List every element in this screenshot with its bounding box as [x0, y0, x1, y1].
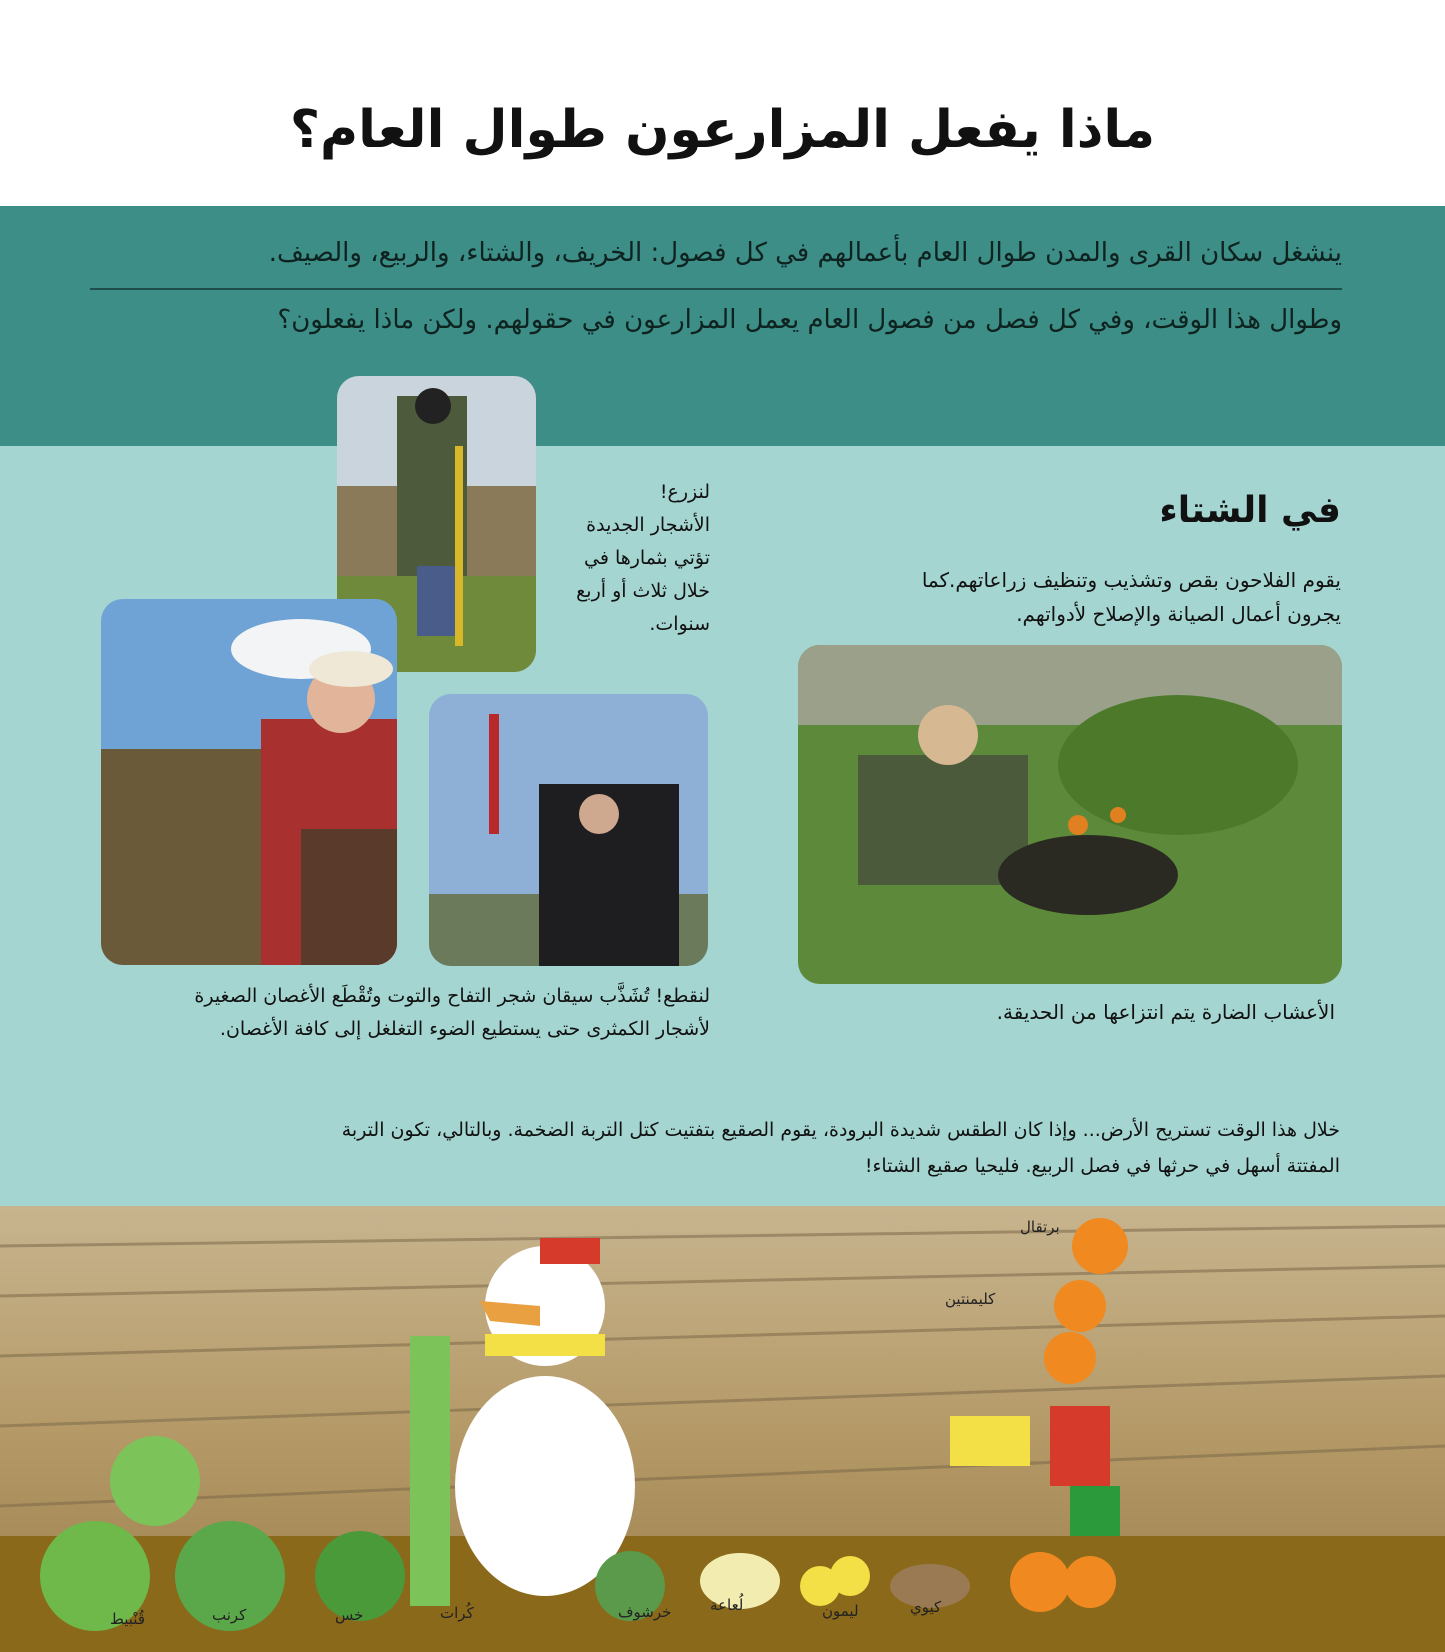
label-lettuce: خس [335, 1606, 364, 1624]
page-title: ماذا يفعل المزارعون طوال العام؟ [289, 100, 1156, 160]
planting-caption-line-5: سنوات. [649, 613, 710, 635]
label-leek: كُرات [440, 1604, 474, 1622]
label-kiwi: كيوي [910, 1598, 942, 1616]
label-cauliflower: قُنْبيط [110, 1610, 145, 1628]
winter-paragraph-line-1: يقوم الفلاحون بقص وتشذيب وتنظيف زراعاتهم.كما [921, 568, 1341, 592]
frost-paragraph-line-2: المفتتة أسهل في حرثها في فصل الربيع. فليحيا صقيع الشتاء! [864, 1155, 1340, 1177]
weeding-caption: الأعشاب الضارة يتم انتزاعها من الحديقة. [996, 1000, 1335, 1024]
intro-divider [90, 288, 1342, 290]
winter-heading: في الشتاء [1159, 490, 1341, 531]
weeding-photo [798, 645, 1342, 984]
pruning-photo-large [101, 599, 397, 965]
frost-paragraph-line-1: خلال هذا الوقت تستريح الأرض... وإذا كان الطقس شديدة البرودة، يقوم الصقيع بتفتيت كتل التربة الضخمة. وبالتالي، تكون التربة [341, 1119, 1340, 1141]
pruning-caption-line-2: لأشجار الكمثرى حتى يستطيع الضوء التغلغل إلى كافة الأغصان. [219, 1018, 710, 1040]
planting-caption [520, 476, 710, 641]
label-clementine: كليمنتين [945, 1290, 996, 1308]
field-illustration [0, 1206, 1445, 1652]
frost-paragraph [210, 1112, 1340, 1184]
pruning-caption-line-1: لنقطع! تُشَذَّب سيقان شجر التفاح والتوت وتُقْطَع الأغصان الصغيرة [194, 985, 710, 1007]
label-lemon: ليمون [822, 1602, 859, 1620]
planting-caption-line-4: خلال ثلاث أو أربع [576, 580, 710, 602]
planting-caption-line-2: الأشجار الجديدة [586, 514, 710, 536]
label-orange: برتقال [1020, 1218, 1060, 1236]
intro-line-2: وطوال هذا الوقت، وفي كل فصل من فصول العام يعمل المزارعون في حقولهم. ولكن ماذا يفعلون؟ [277, 305, 1342, 335]
label-artichoke: خرشوف [618, 1603, 672, 1621]
planting-caption-line-1: لنزرع! [659, 481, 710, 503]
pruning-caption [120, 980, 710, 1046]
pruning-photo-small [429, 694, 708, 966]
label-endive: لُعاعة [710, 1596, 744, 1614]
label-cabbage: كرنب [212, 1606, 247, 1624]
planting-caption-line-3: تؤتي بثمارها في [583, 547, 710, 569]
intro-line-1: ينشغل سكان القرى والمدن طوال العام بأعمالهم في كل فصول: الخريف، والشتاء، والربيع، والصيف. [268, 238, 1342, 268]
winter-paragraph-line-2: يجرون أعمال الصيانة والإصلاح لأدواتهم. [1016, 602, 1341, 626]
winter-paragraph [821, 563, 1341, 631]
